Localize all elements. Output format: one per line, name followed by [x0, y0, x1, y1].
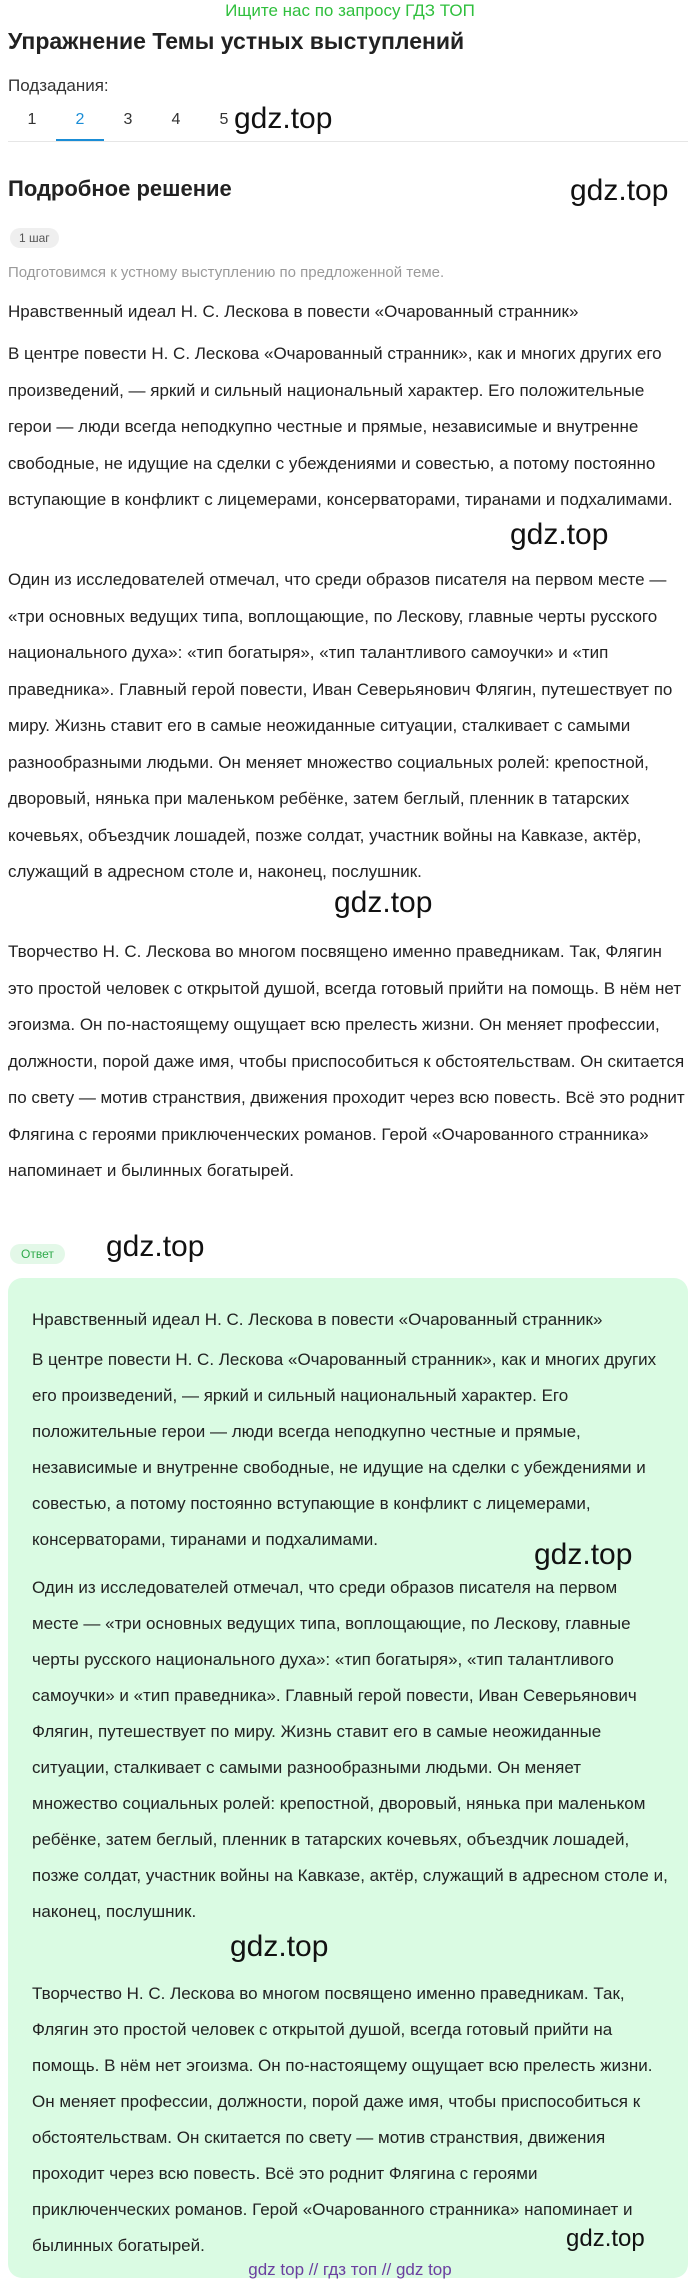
solution-paragraph: Творчество Н. С. Лескова во многом посвящено именно праведникам. Так, Флягин это простой человек с открытой душой, всегда готовый прийти на помощь. В нём нет эгоизма. Он по-настоящему ощущает всю прелесть жизни. Он меняет профессии, должности, порой даже имя, чтобы приспособиться к обстоятельствам. Он скитается по свету — мотив странствия, движения проходит через всю повесть. Всё это роднит Флягина с героями приключенческих романов. Герой «Очарованного странника» напоминает и былинных богатырей.	[8, 942, 685, 1180]
page-title: Упражнение Темы устных выступлений	[8, 28, 465, 54]
answer-badge: Ответ	[10, 1244, 65, 1264]
hint-text: Подготовимся к устному выступлению по предложенной теме.	[8, 264, 445, 281]
tab-subtask-3[interactable]: 3	[123, 111, 133, 128]
section-title: Подробное решение	[8, 176, 232, 201]
watermark: gdz.top	[570, 174, 669, 207]
footer-links[interactable]: gdz top // гдз топ // gdz top	[248, 2260, 452, 2279]
watermark: gdz.top	[106, 1230, 205, 1263]
tab-subtask-4[interactable]: 4	[171, 111, 181, 128]
answer-heading: Нравственный идеал Н. С. Лескова в повести «Очарованный странник»	[32, 1310, 603, 1329]
subtasks-label: Подзадания:	[8, 76, 109, 95]
watermark: gdz.top	[230, 1930, 329, 1963]
solution-heading: Нравственный идеал Н. С. Лескова в повести «Очарованный странник»	[8, 302, 579, 321]
top-banner: Ищите нас по запросу ГДЗ ТОП	[225, 1, 475, 20]
watermark: gdz.top	[566, 2225, 645, 2252]
watermark: gdz.top	[334, 886, 433, 919]
solution-paragraph: Один из исследователей отмечал, что среди образов писателя на первом месте — «три основных ведущих типа, воплощающие, по Лескову, главные черты русского национального духа»: «тип богатыря», «тип талантливого самоучки» и «тип праведника». Главный герой повести, Иван Северьянович Флягин, путешествует по миру. Жизнь ставит его в самые неожиданные ситуации, сталкивает с самыми разнообразными людьми. Он меняет множество социальных ролей: крепостной, дворовый, нянька при маленьком ребёнке, затем беглый, пленник в татарских кочевьях, объездчик лошадей, позже солдат, участник войны на Кавказе, актёр, служащий в адресном столе и, наконец, послушник.	[8, 570, 673, 881]
tab-subtask-1[interactable]: 1	[27, 111, 37, 128]
answer-paragraph: Творчество Н. С. Лескова во многом посвящено именно праведникам. Так, Флягин это простой человек с открытой душой, всегда готовый прийти на помощь. В нём нет эгоизма. Он по-настоящему ощущает всю прелесть жизни. Он меняет профессии, должности, порой даже имя, чтобы приспособиться к обстоятельствам. Он скитается по свету — мотив странствия, движения проходит через всю повесть. Всё это роднит Флягина с героями приключенческих романов. Герой «Очарованного странника» напоминает и былинных богатырей.	[32, 1984, 653, 2255]
tab-subtask-2[interactable]: 2	[56, 106, 104, 142]
watermark: gdz.top	[510, 518, 609, 551]
tab-subtask-5[interactable]: 5	[219, 111, 229, 128]
answer-paragraph: В центре повести Н. С. Лескова «Очарованный странник», как и многих других его произведений, — яркий и сильный национальный характер. Его положительные герои — люди всегда неподкупно честные и прямые, независимые и внутренне свободные, не идущие на сделки с убеждениями и совестью, а потому постоянно вступающие в конфликт с лицемерами, консерваторами, тиранами и подхалимами.	[32, 1350, 657, 1549]
watermark: gdz.top	[234, 102, 333, 135]
subtask-tabs	[8, 106, 248, 142]
answer-paragraph: Один из исследователей отмечал, что среди образов писателя на первом месте — «три основных ведущих типа, воплощающие, по Лескову, главные черты русского национального духа»: «тип богатыря», «тип талантливого самоучки» и «тип праведника». Главный герой повести, Иван Северьянович Флягин, путешествует по миру. Жизнь ставит его в самые неожиданные ситуации, сталкивает с самыми разнообразными людьми. Он меняет множество социальных ролей: крепостной, дворовый, нянька при маленьком ребёнке, затем беглый, пленник в татарских кочевьях, объездчик лошадей, позже солдат, участник войны на Кавказе, актёр, служащий в адресном столе и, наконец, послушник.	[32, 1578, 668, 1921]
watermark: gdz.top	[534, 1538, 633, 1571]
solution-paragraph: В центре повести Н. С. Лескова «Очарованный странник», как и многих других его произведений, — яркий и сильный национальный характер. Его положительные герои — люди всегда неподкупно честные и прямые, независимые и внутренне свободные, не идущие на сделки с убеждениями и совестью, а потому постоянно вступающие в конфликт с лицемерами, консерваторами, тиранами и подхалимами.	[8, 344, 673, 509]
step-badge: 1 шаг	[10, 228, 59, 248]
divider	[8, 141, 688, 142]
